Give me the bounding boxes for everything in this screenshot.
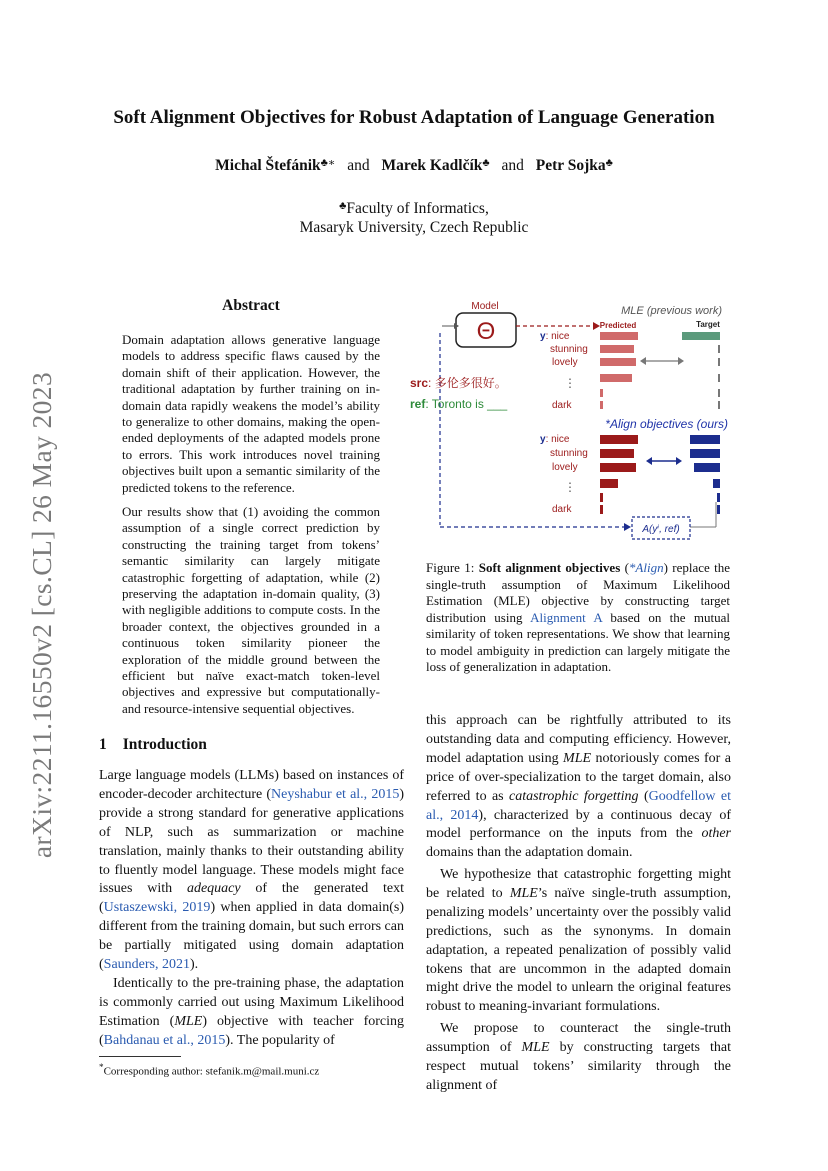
text-run: by constructing targets that respect mutual tokens’ similarity through the alignment of [426, 1039, 731, 1093]
text-run: We hypothesize that catastrophic forgetting might be related to [426, 867, 731, 901]
align-pred-bar [600, 449, 634, 458]
citation-link[interactable]: Ustaszewski, 2019 [103, 900, 211, 916]
citation-link[interactable]: Bahdanau et al., 2015 [103, 1032, 226, 1048]
author-separator: and [501, 157, 524, 174]
arrowhead [646, 457, 652, 465]
align-pred-bar [600, 505, 603, 514]
text-run: ) provide a strong standard for generative applications of NLP, such as summarization or machine translation, mainly thanks to their outstanding ability to fluently model language. These models might face issues with [99, 786, 404, 897]
footnote-rule [99, 1056, 181, 1057]
text-run: ) objective with teacher forcing ( [99, 1013, 405, 1048]
token-label: : nice [545, 331, 570, 342]
y-label: y [540, 434, 546, 445]
mle-pred-bar [600, 389, 603, 397]
alignment-function: A(yⁱ, ref) [642, 524, 680, 535]
token-label: : nice [545, 434, 570, 445]
arxiv-sidebar [22, 355, 62, 875]
model-label: Model [471, 301, 499, 312]
text-run: We propose to counteract the single-truth assumption of [426, 1021, 731, 1055]
citation-link[interactable]: Neyshabur et al., 2015 [271, 786, 400, 802]
citation-link[interactable]: Goodfellow et al., 2014 [426, 788, 731, 823]
citation-link[interactable]: Saunders, 2021 [103, 957, 190, 973]
caption-link[interactable]: *Align [628, 560, 664, 575]
mle-pred-bar [600, 345, 634, 353]
affiliation-mark: ♣ [339, 200, 347, 212]
author-1: Michal Štefánik [215, 157, 321, 174]
emphasis: MLE [563, 750, 592, 766]
mle-target-bar [718, 374, 720, 382]
token-stunning: stunning [550, 448, 588, 459]
align-target-bar [713, 479, 720, 488]
author-3: Petr Sojka [535, 157, 606, 174]
emphasis: MLE [509, 885, 538, 901]
affiliation [60, 197, 768, 237]
figure-1 [406, 297, 736, 547]
mle-target-bar [682, 332, 720, 340]
text-run: ’s naïve single-truth assumption, penalizing models’ uncertainty over the possibly valid predictions, such as the synonyms. In domain adaptation, a repeated penalization of possibly valid tokens that are uncommon in the adapted domain might drive the model to unlearn the original features robust to meaning-invariant formulations. [426, 885, 732, 1015]
arrowhead [624, 523, 631, 531]
align-target-bar [717, 493, 720, 502]
align-pred-bar [600, 435, 638, 444]
author-list [60, 156, 768, 175]
token-lovely: lovely [552, 462, 578, 473]
arrowhead [640, 357, 646, 365]
mle-target-bar [718, 401, 720, 409]
text-run: this approach can be rightfully attributed to its outstanding data and computing efficiency. However, model adaptation using [426, 713, 731, 766]
text-run: Large language models (LLMs) based on instances of encoder-decoder architecture ( [99, 768, 404, 802]
emphasis: other [701, 826, 731, 842]
arrowhead [676, 457, 682, 465]
text-run: of the generated text ( [99, 881, 404, 916]
right-paragraph-3 [426, 1020, 731, 1096]
author-3-mark: ♣ [605, 157, 613, 169]
footnote-text: Corresponding author: stefanik.m@mail.muni.cz [103, 1065, 320, 1078]
section-heading [99, 736, 207, 754]
affiliation-line-1: Faculty of Informatics, [346, 200, 489, 217]
mle-pred-bar [600, 374, 632, 382]
vdots-icon: ⋮ [564, 376, 576, 390]
align-pred-bar [600, 493, 603, 502]
ref-value: : Toronto is ___ [425, 397, 508, 411]
caption-label: Figure 1: [426, 560, 479, 575]
author-separator: and [347, 157, 370, 174]
text-run: based on the mutual similarity of token representations. We show that learning to model ambiguity in prediction can largely mitigate the loss of generalization in adaptation. [426, 609, 731, 674]
section-number: 1 [99, 736, 107, 753]
figure-caption [426, 560, 730, 676]
target-label: Target [696, 320, 720, 329]
right-paragraph-1 [426, 712, 731, 863]
mle-target-bar [718, 345, 720, 353]
emphasis: catastrophic forgetting [509, 788, 639, 804]
align-target-bar [690, 435, 720, 444]
emphasis: MLE [174, 1013, 203, 1029]
mle-pred-bar [600, 358, 636, 366]
align-pred-bar [600, 479, 618, 488]
ref-text [410, 397, 508, 411]
mle-target-bar [718, 389, 720, 397]
predicted-label: Predicted [599, 321, 637, 330]
section-title: Introduction [122, 736, 207, 753]
text-run: ( [638, 788, 649, 804]
caption-bold: Soft alignment objectives [478, 560, 621, 575]
text-run: Identically to the pre-training phase, the adaptation is commonly carried out using Maximum Likelihood Estimation ( [99, 976, 404, 1029]
mle-label: MLE (previous work) [621, 305, 722, 317]
mle-pred-bar [600, 401, 603, 409]
text-run: domains than the adaptation domain. [426, 845, 633, 861]
align-target-bar [690, 449, 720, 458]
author-1-mark: ♣∗ [320, 157, 336, 169]
text-run: ) replace the single-truth assumption of Maximum Likelihood Estimation (MLE) objective by constructing target distribution using [426, 560, 730, 625]
token-nice [540, 434, 570, 445]
footnote-mark: * [99, 1062, 104, 1072]
emphasis: MLE [521, 1039, 550, 1055]
align-label: *Align objectives (ours) [605, 417, 728, 431]
emphasis: adequacy [186, 881, 241, 897]
author-2-mark: ♣ [482, 157, 490, 169]
text-run: ), characterized by a continuous decay of model performance on the inputs from the [426, 807, 731, 842]
text-run: notoriously comes for a price of over-specialization to the target domain, also referred to as [426, 750, 731, 804]
footnote [99, 1062, 319, 1078]
mle-target-bar [718, 358, 720, 366]
src-label: src [410, 376, 429, 390]
text-run: ). The popularity of [225, 1032, 335, 1048]
affiliation-line-2: Masaryk University, Czech Republic [299, 219, 529, 236]
abstract-paragraph-1: Domain adaptation allows generative language models to address specific flaws caused by the domain shift of their application. However, the traditional adaptation by further training on in-domain data rapidly weakens the model’s ability to generalize to other domains, making the open-ended deployments of the adapted models prone to errors. This work introduces novel training objectives built upon a semantic similarity of the predicted tokens to the reference. [122, 332, 380, 495]
token-dark: dark [552, 504, 572, 515]
token-stunning: stunning [550, 344, 588, 355]
paper-title: Soft Alignment Objectives for Robust Adaptation of Language Generation [113, 107, 715, 128]
right-paragraph-2 [426, 866, 731, 1017]
ref-label: ref [410, 397, 426, 411]
align-target-bar [694, 463, 720, 472]
arxiv-identifier: arXiv:2211.16550v2 [cs.CL] 26 May 2023 [26, 371, 57, 859]
vdots-icon: ⋮ [564, 480, 576, 494]
src-value: : 多伦多很好。 [428, 376, 507, 390]
abstract-heading: Abstract [222, 297, 280, 314]
text-run: ). [190, 957, 199, 973]
src-text [410, 375, 507, 390]
token-nice [540, 331, 570, 342]
abstract-paragraph-2: Our results show that (1) avoiding the common assumption of a single correct prediction by constructing the training target from tokens’ semantic similarity can largely mitigate catastrophic forgetting of adaptation, while (2) preserving the adaptation in-domain quality, (3) with negligible additions to compute costs. In the broader context, the objectives grounded in a continuous token similarity pioneer the exploration of the middle ground between the efficient but naïve exact-match token-level objectives and expressive but computationally- and resource-intensive sequential objectives. [122, 504, 380, 716]
text-run: ) when applied in data domain(s) different from the training domain, but such errors can be partially mitigated using domain adaptation ( [99, 900, 404, 973]
text-run: ( [620, 560, 629, 575]
mle-pred-bar [600, 332, 638, 340]
align-pred-bar [600, 463, 636, 472]
caption-link[interactable]: Alignment A [530, 609, 603, 625]
intro-paragraph-2 [99, 975, 404, 1051]
align-target-bar [717, 505, 720, 514]
y-label: y [540, 331, 546, 342]
arrowhead [678, 357, 684, 365]
intro-paragraph-1 [99, 767, 404, 975]
author-2: Marek Kadlčík [381, 157, 483, 174]
token-lovely: lovely [552, 357, 578, 368]
theta-icon: Θ [476, 318, 496, 345]
token-dark: dark [552, 400, 572, 411]
